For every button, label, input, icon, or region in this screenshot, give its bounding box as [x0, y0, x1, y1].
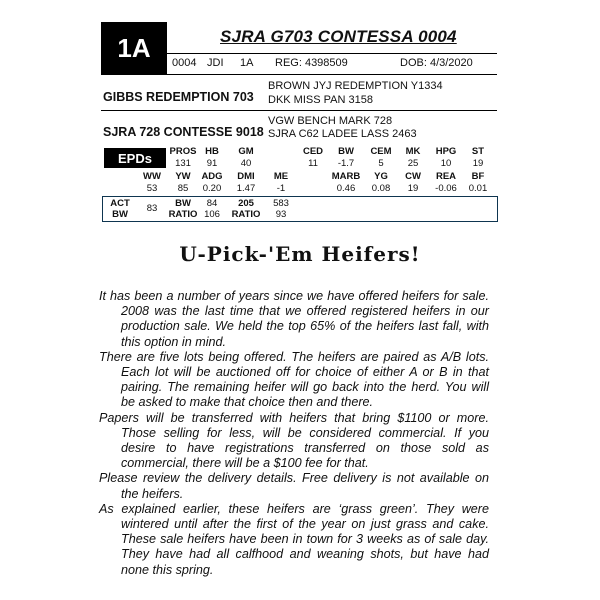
epd-value: 1.47 [236, 183, 256, 194]
tag-number: 0004 [172, 57, 197, 69]
epd-header: HPG [435, 146, 457, 157]
epd-value: 131 [175, 158, 191, 169]
owner-code: JDI [207, 57, 224, 69]
header-underline [101, 74, 497, 75]
act-label: ACT [110, 198, 130, 209]
bw-value: 84 [206, 198, 218, 209]
bw-ratio-value: 106 [204, 209, 220, 220]
epd-header: GM [238, 146, 254, 157]
epd-header: REA [435, 171, 457, 182]
ww-value: 205 [238, 198, 254, 209]
epd-header: BW [338, 146, 354, 157]
paragraph: There are five lots being offered. The heifers are paired as A/B lots. Each lot will be auctioned off for choice of either A or B in that pairing. The remaining heifer will go back into the herd. You will be asked to make that choice then and there. [99, 349, 489, 410]
epd-header: DMI [237, 171, 255, 182]
epd-value: 19 [472, 158, 484, 169]
ww-ratio-value: 93 [275, 209, 287, 220]
epd-value: 10 [440, 158, 452, 169]
epd-value: 19 [407, 183, 419, 194]
bw-label: BW [112, 209, 128, 220]
date-of-birth: DOB: 4/3/2020 [400, 57, 473, 69]
epd-header: MK [405, 146, 421, 157]
sire-dam: DKK MISS PAN 3158 [268, 94, 373, 106]
heifer-sale-description [99, 289, 489, 578]
ww-ratio-label: RATIO [231, 209, 261, 220]
header-divider [167, 53, 497, 54]
dam-dam: SJRA C62 LADEE LASS 2463 [268, 128, 417, 140]
epd-header: ST [471, 146, 485, 157]
epd-header: WW [143, 171, 161, 182]
bw-ratio-label: RATIO [168, 209, 198, 220]
dam-sire: VGW BENCH MARK 728 [268, 115, 393, 127]
paragraph: Papers will be transferred with heifers that bring $1100 or more. Those selling for less, will be considered commercial. If you desire to have registrations transferred on those sold as commercial, there will be a $100 fee for that. [99, 410, 489, 471]
epd-value: 5 [378, 158, 384, 169]
section-heading: U-Pick-'Em Heifers! [179, 242, 421, 266]
sire-name: GIBBS REDEMPTION 703 [103, 90, 254, 104]
paragraph: Please review the delivery details. Free delivery is not available on the heifers. [99, 471, 489, 501]
epd-value: -1 [276, 183, 286, 194]
epd-header: ME [273, 171, 289, 182]
epd-header: PROS [169, 146, 197, 157]
actual-birth-weight: 83 [146, 203, 158, 214]
epds-label: EPDs [104, 148, 166, 168]
epd-header: CW [405, 171, 421, 182]
epd-header: MARB [331, 171, 361, 182]
epd-value: 0.20 [202, 183, 222, 194]
epd-header: YG [374, 171, 388, 182]
epd-header: CEM [370, 146, 392, 157]
animal-name: SJRA G703 CONTESSA 0004 [220, 27, 457, 46]
epd-value: 11 [308, 158, 318, 169]
epd-header: HB [205, 146, 219, 157]
lot-number-badge: 1A [101, 22, 167, 74]
paragraph: It has been a number of years since we have offered heifers for sale. 2008 was the last time that we offered registered heifers in our production sale. We held the top 65% of the heifers last fall, with this option in mind. [99, 289, 489, 349]
registration-number: REG: 4398509 [275, 57, 348, 69]
bw-ratio-label: BW [175, 198, 191, 209]
dam-name: SJRA 728 CONTESSE 9018 [103, 125, 264, 139]
pedigree-divider [101, 110, 497, 111]
epd-value: -1.7 [337, 158, 355, 169]
epd-header: BF [471, 171, 485, 182]
epd-value: 0.08 [371, 183, 391, 194]
lot-code: 1A [240, 57, 254, 69]
sire-sire: BROWN JYJ REDEMPTION Y1334 [268, 80, 443, 92]
epd-value: 0.01 [468, 183, 488, 194]
epd-value: -0.06 [435, 183, 457, 194]
paragraph: As explained earlier, these heifers are ‘grass green’. They were wintered until after the first of the year on just grass and cake. These sale heifers have been in town for 3 weeks as of sale day. They have had all calfhood and weaning shots, but have had none this spring. [99, 501, 489, 577]
epd-value: 25 [407, 158, 419, 169]
epd-value: 0.46 [336, 183, 356, 194]
epd-value: 91 [206, 158, 218, 169]
epd-header: YW [175, 171, 191, 182]
epd-value: 85 [177, 183, 189, 194]
ww-adjusted: 583 [273, 198, 289, 209]
epd-header: CED [302, 146, 324, 157]
epd-value: 40 [240, 158, 252, 169]
epd-value: 53 [146, 183, 158, 194]
epd-header: ADG [201, 171, 223, 182]
